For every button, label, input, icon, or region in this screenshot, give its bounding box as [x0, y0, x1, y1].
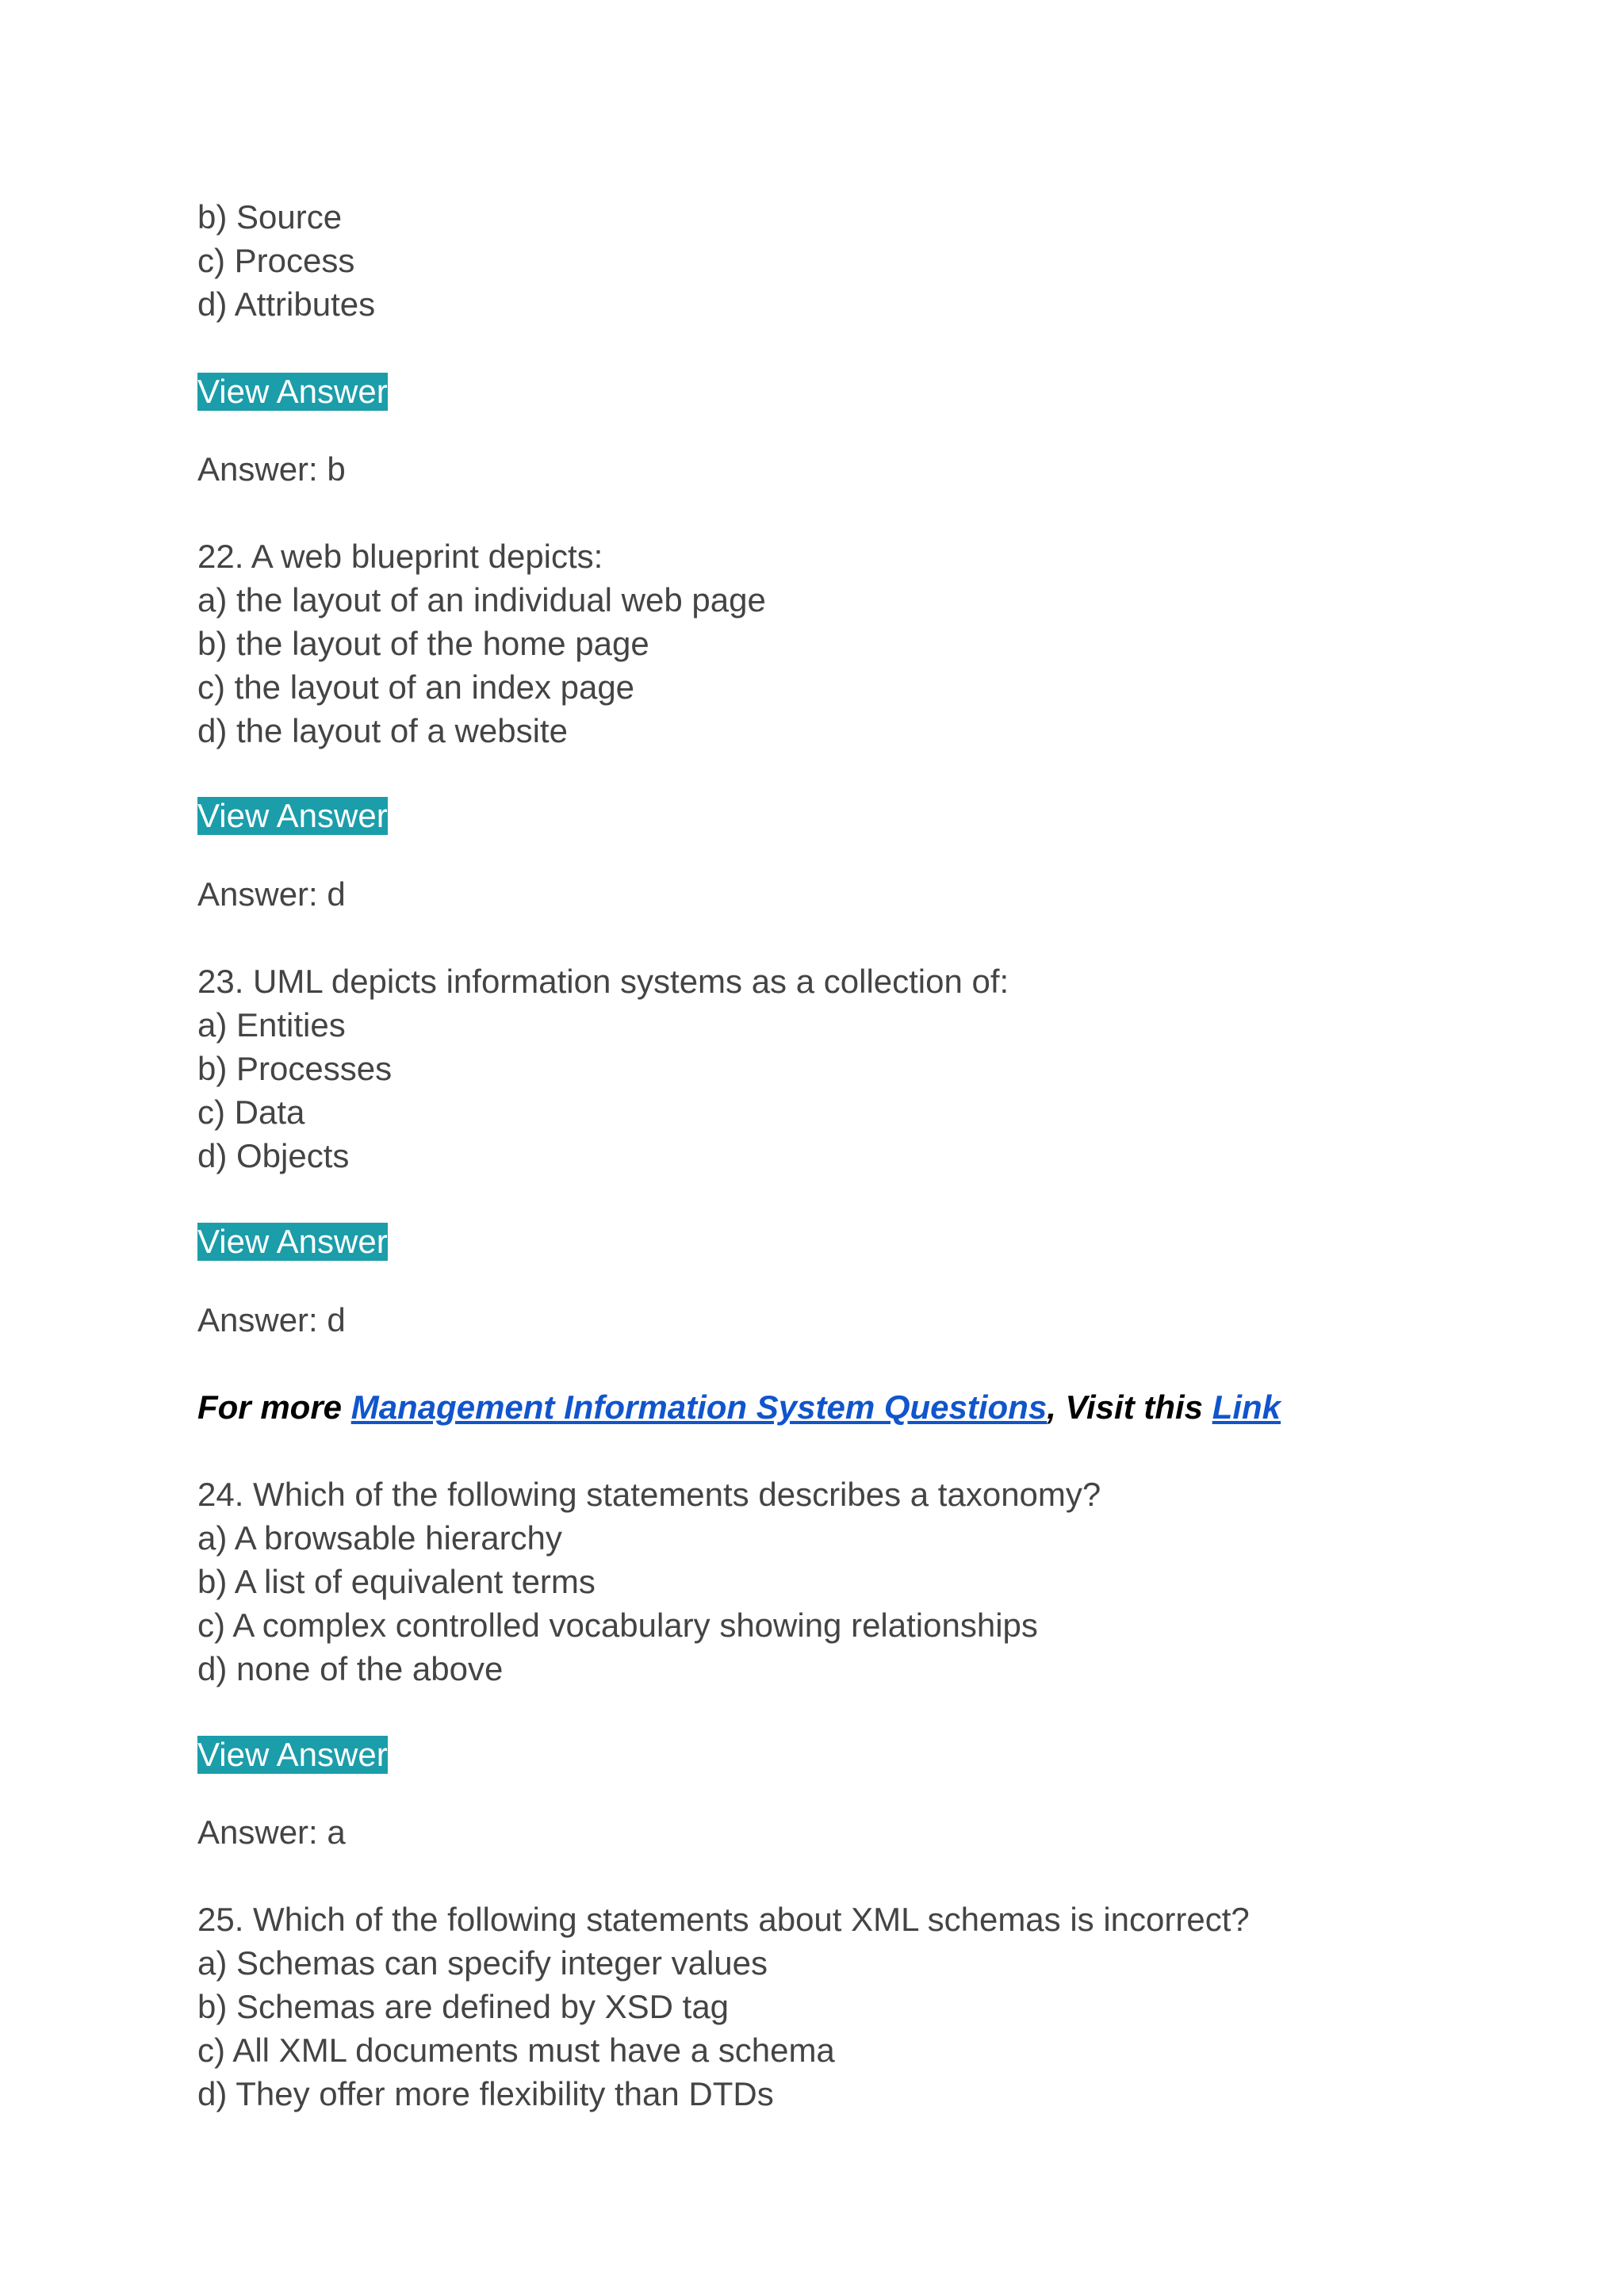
q25-question: 25. Which of the following statements about XML schemas is incorrect? — [197, 1901, 1250, 1938]
q23-option-a: a) Entities — [197, 1006, 346, 1044]
q24-option-d: d) none of the above — [197, 1650, 504, 1687]
q21-option-d: d) Attributes — [197, 285, 376, 323]
q24-answer: Answer: a — [197, 1813, 346, 1851]
q22-option-a: a) the layout of an individual web page — [197, 581, 766, 618]
q24-option-c: c) A complex controlled vocabulary showing relationships — [197, 1607, 1038, 1644]
mis-questions-link[interactable]: Management Information System Questions — [350, 1388, 1048, 1426]
q22-view-answer-button[interactable]: View Answer — [197, 797, 388, 834]
q24-option-a: a) A browsable hierarchy — [197, 1519, 562, 1557]
q22-option-b: b) the layout of the home page — [197, 625, 649, 662]
q21-option-c: c) Process — [197, 242, 355, 279]
q24-view-answer-button[interactable]: View Answer — [197, 1736, 388, 1773]
q23-option-d: d) Objects — [197, 1137, 350, 1174]
q22-answer: Answer: d — [197, 875, 346, 913]
promo-middle: , Visit this — [1047, 1388, 1212, 1426]
q21-view-answer-button[interactable]: View Answer — [197, 373, 388, 410]
q24-option-b: b) A list of equivalent terms — [197, 1563, 596, 1600]
q23-view-answer-button[interactable]: View Answer — [197, 1223, 388, 1260]
q23-option-b: b) Processes — [197, 1050, 393, 1087]
q22-question: 22. A web blueprint depicts: — [197, 538, 603, 575]
q23-option-c: c) Data — [197, 1093, 305, 1131]
q25-option-b: b) Schemas are defined by XSD tag — [197, 1988, 730, 2025]
q22-option-c: c) the layout of an index page — [197, 668, 635, 706]
q23-question: 23. UML depicts information systems as a collection of: — [197, 963, 1009, 1000]
q25-option-c: c) All XML documents must have a schema — [197, 2032, 835, 2069]
q25-option-d: d) They offer more flexibility than DTDs — [197, 2075, 774, 2112]
q22-option-d: d) the layout of a website — [197, 712, 568, 749]
q23-answer: Answer: d — [197, 1301, 346, 1338]
visit-link[interactable]: Link — [1212, 1388, 1281, 1426]
promo-line — [197, 1385, 1281, 1429]
q25-option-a: a) Schemas can specify integer values — [197, 1944, 768, 1982]
q21-answer: Answer: b — [197, 450, 346, 488]
promo-prefix: For more — [197, 1388, 351, 1426]
q21-option-b: b) Source — [197, 198, 343, 236]
q24-question: 24. Which of the following statements describes a taxonomy? — [197, 1476, 1101, 1513]
